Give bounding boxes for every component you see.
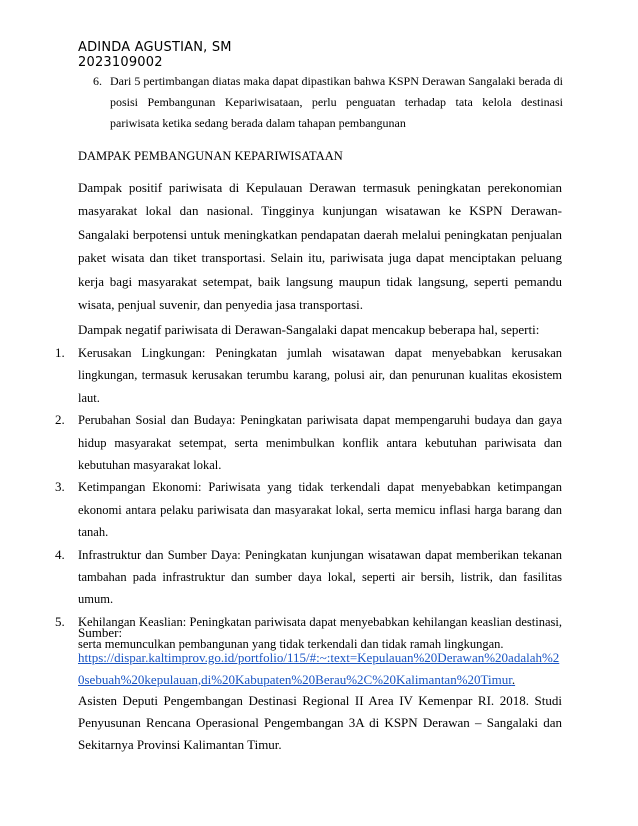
list-item-number: 2. (55, 412, 65, 428)
paragraph-positive-impact: Dampak positif pariwisata di Kepulauan Derawan termasuk peningkatan perekonomian masyarakat lokal dan nasional. Tingginya kunjungan wisatawan ke KSPN Derawan-Sangalaki berpotensi untuk meningkatkan pendapatan daerah melalui peningkatan penjualan paket wisata dan tiket transportasi. Selain itu, pariwisata juga dapat menciptakan peluang kerja bagi masyarakat setempat, baik langsung maupun tidak langsung, seperti pemandu wisata, penjual suvenir, dan penyedia jasa transportasi. (78, 180, 562, 313)
list-item (55, 476, 562, 543)
negative-impact-list (55, 342, 562, 656)
list-item-text: Dari 5 pertimbangan diatas maka dapat dipastikan bahwa KSPN Derawan Sangalaki berada di posisi Pembangunan Kepariwisataan, perlu penguatan terhadap tata kelola destinasi pariwisata ketika sedang berada dalam tahapan pembangunan (110, 74, 563, 130)
source-reference: Asisten Deputi Pengembangan Destinasi Regional II Area IV Kemenpar RI. 2018. Studi Penyusunan Rencana Operasional Pengembangan 3A di KSPN Derawan – Sangalaki dan Sekitarnya Provinsi Kalimantan Timur. (78, 693, 562, 752)
section-title: DAMPAK PEMBANGUNAN KEPARIWISATAAN (78, 149, 343, 163)
source-link-period: . (511, 671, 516, 687)
list-item-number: 4. (55, 546, 65, 562)
list-item-number: 3. (55, 479, 65, 495)
list-item-text: Ketimpangan Ekonomi: Pariwisata yang tidak terkendali dapat menyebabkan ketimpangan ekonomi antara pelaku pariwisata dan masyarakat lokal, serta memicu inflasi harga barang dan tanah. (78, 480, 562, 540)
source-link[interactable] (78, 647, 562, 690)
list-item-text: Kerusakan Lingkungan: Peningkatan jumlah wisatawan dapat menyebabkan kerusakan lingkungan, termasuk kerusakan terumbu karang, polusi air, dan penurunan kualitas ekosistem laut. (78, 346, 562, 405)
list-item-number: 5. (55, 613, 65, 629)
author-name: ADINDA AGUSTIAN, SM (78, 40, 232, 55)
list-item (55, 342, 562, 409)
sources-label: Sumber: (78, 625, 123, 640)
list-item (55, 544, 562, 611)
list-item-number: 6. (93, 74, 102, 88)
list-item-number: 1. (55, 345, 65, 360)
list-item (55, 409, 562, 476)
list-item-text: Kehilangan Keaslian: Peningkatan pariwisata dapat menyebabkan kehilangan keaslian destinasi, serta memunculkan pembangunan yang tidak terkendali dan tidak ramah lingkungan. (78, 614, 562, 652)
source-link-text[interactable]: https://dispar.kaltimprov.go.id/portfolio/115/#:~:text=Kepulauan%20Derawan%20adalah%20sebuah%20kepulauan,di%20Kabupaten%20Berau%2C%20Kalimantan%20Timur (78, 650, 560, 687)
list-item-6 (93, 71, 563, 134)
author-id: 2023109002 (78, 55, 163, 70)
list-item-text: Perubahan Sosial dan Budaya: Peningkatan pariwisata dapat mempengaruhi budaya dan gaya hidup masyarakat setempat, serta menimbulkan konflik antara kebutuhan pariwisata dan kebutuhan masyarakat lokal. (78, 413, 562, 473)
paragraph-negative-intro: Dampak negatif pariwisata di Derawan-Sangalaki dapat mencakup beberapa hal, seperti: (78, 322, 540, 337)
list-item-text: Infrastruktur dan Sumber Daya: Peningkatan kunjungan wisatawan dapat memberikan tekanan tambahan pada infrastruktur dan sumber daya lokal, seperti air bersih, listrik, dan fasilitas umum. (78, 547, 562, 607)
